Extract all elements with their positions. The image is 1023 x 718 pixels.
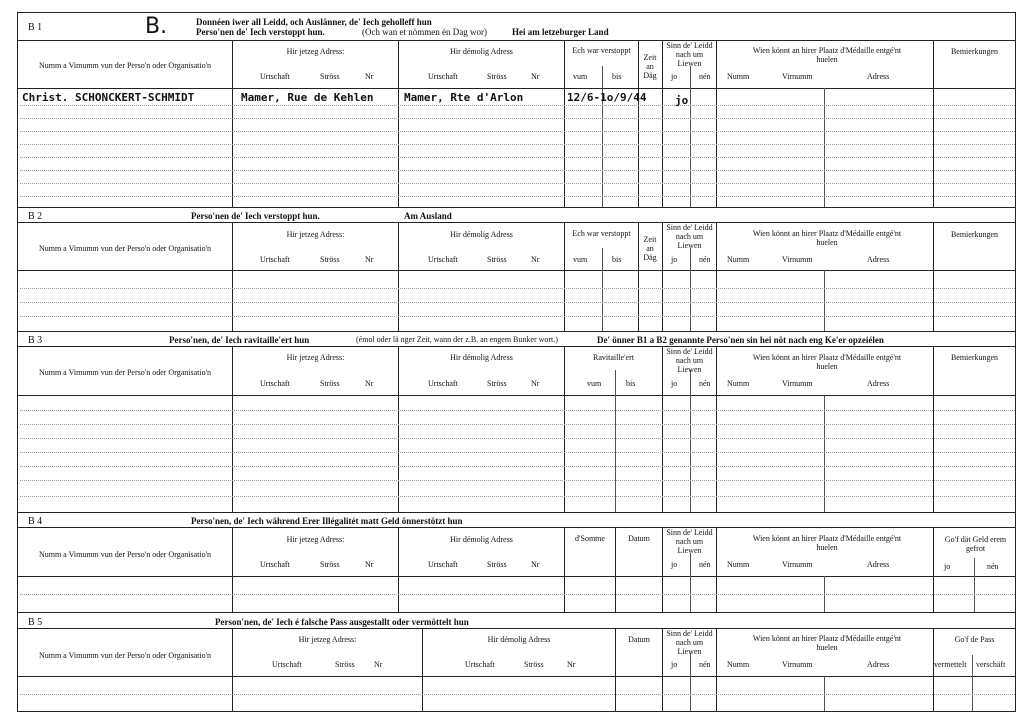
b2-header-current: Hir jetzeg Adress: — [286, 230, 345, 239]
b1-header-name: Numm a Vimumm vun der Perso'n oder Organisatio'n — [38, 61, 212, 70]
b2-header-nr2: Nr — [531, 255, 540, 264]
b2-row-line — [20, 316, 1015, 317]
b3-header-ravitaille: Ravitaille'ert — [593, 353, 634, 362]
b1-row-line — [20, 170, 1015, 171]
b1-header-medal: Wien könnt an hirer Plaatz d'Médaille entgé'nt huelen — [752, 46, 902, 64]
b2-header-bis: bis — [612, 255, 622, 264]
b3-header-vimumm: Virnumm — [782, 379, 813, 388]
b3-header-urtschaft: Urtschaft — [260, 379, 290, 388]
b3-header-jo: jo — [671, 379, 678, 388]
b2-header-nen: nén — [699, 255, 711, 264]
b4-header-urtschaft2: Urtschaft — [428, 560, 458, 569]
b3-row-line — [20, 480, 1015, 481]
b5-header-datum: Datum — [628, 635, 650, 644]
b3-row-line — [20, 410, 1015, 411]
b2-bottom — [17, 331, 1015, 332]
entry-alive: jo — [675, 94, 689, 107]
b1-header-numm: Numm — [727, 72, 750, 81]
b4-vline — [716, 527, 717, 612]
b3-row-line — [20, 452, 1015, 453]
b4-vline-thin — [690, 553, 691, 612]
entry-name: Christ. SCHONCKERT-SCHMIDT — [22, 91, 195, 104]
b1-header-vum: vum — [573, 72, 588, 81]
frame-right — [1015, 12, 1016, 712]
b1-row-line — [20, 144, 1015, 145]
b3-header-top — [17, 346, 1015, 347]
b3-header-stross2: Ströss — [487, 379, 507, 388]
b1-header-hidden: Ech war verstoppt — [572, 46, 631, 55]
b5-header-adress: Adress — [867, 660, 890, 669]
b2-vline — [564, 222, 565, 331]
section-b1-title-line1: Donnéen iwer all Leidd, och Auslänner, de' Iech geholleff hun — [196, 17, 432, 27]
b3-header-adress: Adress — [867, 379, 890, 388]
b2-header-medal: Wien könnt an hirer Plaatz d'Médaille entgé'nt huelen — [752, 229, 902, 247]
b3-header-name: Numm a Vimumm vun der Perso'n oder Organisatio'n — [38, 368, 212, 377]
b1-header-nr2: Nr — [531, 72, 540, 81]
b2-header-numm: Numm — [727, 255, 750, 264]
section-b1-label: B 1 — [28, 22, 43, 33]
section-b1-big-letter: B. — [145, 14, 168, 39]
b4-header-vimumm: Virnumm — [782, 560, 813, 569]
b2-header-vimumm: Virnumm — [782, 255, 813, 264]
b1-header-zeit: Zeit an Däg — [643, 53, 657, 80]
section-b1-title-line2b: (Och wan et nömmen én Dag wor) — [362, 27, 487, 37]
b5-header-former: Hir démolig Adress — [487, 635, 551, 644]
b1-header-bottom — [17, 88, 1015, 89]
section-b4-title: Perso'nen, de' Iech während Erer Illégalitét matt Geld önnerstötzt hun — [191, 516, 463, 526]
b5-header-jo: jo — [671, 660, 678, 669]
b3-vline — [933, 346, 934, 512]
b1-vline — [232, 40, 233, 207]
b4-header-nr2: Nr — [531, 560, 540, 569]
b2-header-zeit: Zeit an Däg — [643, 235, 657, 262]
b5-vline — [716, 628, 717, 711]
b2-vline-thin — [602, 248, 603, 331]
b3-header-bemierkungen: Bemierkungen — [950, 353, 999, 362]
b5-header-nr: Nr — [374, 660, 383, 669]
b4-vline — [933, 527, 934, 612]
b4-header-go-jo: jo — [944, 562, 951, 571]
b1-header-nr: Nr — [365, 72, 374, 81]
b5-header-urtschaft: Urtschaft — [272, 660, 302, 669]
b1-row-line — [20, 118, 1015, 119]
b1-header-sinn: Sinn de' Leidd nach um Liewen — [666, 41, 713, 68]
b3-vline-thin — [824, 395, 825, 512]
b1-row-line — [20, 157, 1015, 158]
b5-header-bottom — [17, 676, 1015, 677]
b5-row-line — [20, 694, 1015, 695]
b3-vline — [716, 346, 717, 512]
b2-header-name: Numm a Vimumm vun der Perso'n oder Organisatio'n — [38, 244, 212, 253]
section-b1-title-line2c: Hei am letzeburger Land — [512, 27, 609, 37]
b1-row-line — [20, 105, 1015, 106]
b2-header-urtschaft2: Urtschaft — [428, 255, 458, 264]
b1-header-vimumm: Virnumm — [782, 72, 813, 81]
b4-header-nen: nén — [699, 560, 711, 569]
frame-top — [17, 12, 1015, 13]
b2-header-bottom — [17, 270, 1015, 271]
b2-vline — [716, 222, 717, 331]
b1-header-jo: jo — [671, 72, 678, 81]
b4-row-line — [20, 594, 1015, 595]
b1-header-stross: Ströss — [320, 72, 340, 81]
b3-header-former: Hir démolig Adress — [450, 353, 513, 362]
frame-left — [17, 12, 18, 712]
section-b2-title-b: Am Ausland — [404, 211, 452, 221]
b1-vline — [933, 40, 934, 207]
b4-header-numm: Numm — [727, 560, 750, 569]
b1-row-line — [20, 131, 1015, 132]
b1-vline-thin — [690, 66, 691, 207]
b4-header-go-nen: nén — [987, 562, 999, 571]
b1-header-urtschaft2: Urtschaft — [428, 72, 458, 81]
b4-header-adress: Adress — [867, 560, 890, 569]
b2-row-line — [20, 288, 1015, 289]
entry-dates: 12/6-1o/9/44 — [567, 91, 647, 104]
b1-vline — [398, 40, 399, 207]
b3-header-sinn: Sinn de' Leidd nach um Liewen — [666, 347, 713, 374]
b4-header-top — [17, 527, 1015, 528]
b3-header-bottom — [17, 395, 1015, 396]
b4-header-urtschaft: Urtschaft — [260, 560, 290, 569]
b4-header-former: Hir démolig Adress — [450, 535, 513, 544]
b2-header-bemierkungen: Bemierkungen — [950, 230, 999, 239]
b3-vline — [398, 346, 399, 512]
b4-header-stross2: Ströss — [487, 560, 507, 569]
b2-header-nr: Nr — [365, 255, 374, 264]
b4-header-go-dat: Go'f dät Geld erem gefrot — [944, 535, 1007, 553]
b4-header-stross: Ströss — [320, 560, 340, 569]
b5-header-nen: nén — [699, 660, 711, 669]
b3-row-line — [20, 466, 1015, 467]
b1-header-bis: bis — [612, 72, 622, 81]
b1-vline — [638, 40, 639, 207]
b4-header-datum: Datum — [628, 534, 650, 543]
b5-header-urtschaft2: Urtschaft — [465, 660, 495, 669]
b3-header-nr: Nr — [365, 379, 374, 388]
b5-header-vermettelt: vermettelt — [934, 660, 967, 669]
b2-header-adress: Adress — [867, 255, 890, 264]
b1-header-top — [17, 40, 1015, 41]
b5-header-medal: Wien könnt an hirer Plaatz d'Médaille entgé'nt huelen — [752, 634, 902, 652]
entry-former-address: Mamer, Rte d'Arlon — [404, 91, 524, 104]
b4-header-nr: Nr — [365, 560, 374, 569]
b5-header-stross: Ströss — [335, 660, 355, 669]
section-b2-label: B 2 — [28, 211, 43, 222]
b1-header-urtschaft: Urtschaft — [260, 72, 290, 81]
b3-header-vum: vum — [587, 379, 602, 388]
b2-header-stross: Ströss — [320, 255, 340, 264]
b3-vline-thin — [615, 370, 616, 512]
b5-header-vimumm: Virnumm — [782, 660, 813, 669]
b3-header-numm: Numm — [727, 379, 750, 388]
b5-header-stross2: Ströss — [524, 660, 544, 669]
b4-header-name: Numm a Vimumm vun der Perso'n oder Organisatio'n — [38, 550, 212, 559]
b2-header-hidden: Ech war verstoppt — [572, 229, 631, 238]
b5-header-top — [17, 628, 1015, 629]
b5-header-name: Numm a Vimumm vun der Perso'n oder Organisatio'n — [38, 651, 212, 660]
b5-header-current: Hir jetzeg Adress: — [298, 635, 357, 644]
b4-header-somme: d'Somme — [575, 534, 605, 543]
b3-row-line — [20, 424, 1015, 425]
section-b3-title-tail: De' önner B1 a B2 genannte Perso'nen sin hei nöt nach eng Ke'er opzeiélen — [597, 335, 884, 345]
b1-row-line — [20, 183, 1015, 184]
b2-header-urtschaft: Urtschaft — [260, 255, 290, 264]
b5-header-nr2: Nr — [567, 660, 576, 669]
b1-header-adress: Adress — [867, 72, 890, 81]
b1-vline — [564, 40, 565, 207]
b1-vline-thin — [602, 66, 603, 207]
b1-header-stross2: Ströss — [487, 72, 507, 81]
b5-vline — [662, 628, 663, 711]
b5-header-go-pass: Go'f de Pass — [954, 635, 995, 644]
b3-row-line — [20, 438, 1015, 439]
b5-header-verschaft: verschäft — [976, 660, 1006, 669]
b4-vline — [662, 527, 663, 612]
b3-vline-thin — [690, 370, 691, 512]
b2-header-vum: vum — [573, 255, 588, 264]
b1-vline — [662, 40, 663, 207]
section-b5-title: Person'nen, de' Iech é falsche Pass ausgestallt oder vermöttelt hun — [215, 617, 469, 627]
b5-header-sinn: Sinn de' Leidd nach um Liewen — [666, 629, 713, 656]
b3-bottom — [17, 512, 1015, 513]
b3-header-stross: Ströss — [320, 379, 340, 388]
b3-row-line — [20, 496, 1015, 497]
b5-vline-thin — [690, 653, 691, 711]
b3-header-medal: Wien könnt an hirer Plaatz d'Médaille entgé'nt huelen — [752, 353, 902, 371]
b2-header-stross2: Ströss — [487, 255, 507, 264]
b1-vline — [716, 40, 717, 207]
b4-header-bottom — [17, 576, 1015, 577]
b1-header-current: Hir jetzeg Adress: — [286, 47, 345, 56]
b3-header-nr2: Nr — [531, 379, 540, 388]
b3-header-urtschaft2: Urtschaft — [428, 379, 458, 388]
section-b1-title-line2a: Perso'nen de' Iech verstoppt hun. — [196, 27, 325, 37]
b4-header-jo: jo — [671, 560, 678, 569]
b2-vline — [638, 222, 639, 331]
b1-header-nen: nén — [699, 72, 711, 81]
b5-header-numm: Numm — [727, 660, 750, 669]
b2-header-top — [17, 222, 1015, 223]
b5-vline-thin — [972, 655, 973, 711]
b2-row-line — [20, 302, 1015, 303]
b4-bottom — [17, 612, 1015, 613]
b3-vline — [662, 346, 663, 512]
b4-header-sinn: Sinn de' Leidd nach um Liewen — [666, 528, 713, 555]
b3-header-nen: nén — [699, 379, 711, 388]
b3-vline — [564, 346, 565, 512]
b2-vline — [662, 222, 663, 331]
b1-header-bemierkungen: Bemierkungen — [950, 47, 999, 56]
b3-header-bis: bis — [626, 379, 636, 388]
section-b5-label: B 5 — [28, 617, 43, 628]
b3-vline — [232, 346, 233, 512]
section-b3-title-note: (émol oder lä nger Zeit, wann der z.B. an engem Bunker wort.) — [356, 335, 558, 344]
b2-header-sinn: Sinn de' Leidd nach um Liewen — [666, 223, 713, 250]
b1-row-line — [20, 196, 1015, 197]
section-b4-label: B 4 — [28, 516, 43, 527]
b2-header-jo: jo — [671, 255, 678, 264]
b1-bottom — [17, 207, 1015, 208]
b4-vline-thin — [974, 558, 975, 612]
b1-header-former: Hir démolig Adress — [450, 47, 513, 56]
section-b3-title: Perso'nen, de' Iech ravitaille'ert hun — [169, 335, 310, 345]
frame-bottom — [17, 711, 1015, 712]
b4-header-current: Hir jetzeg Adress: — [286, 535, 345, 544]
b4-header-medal: Wien könnt an hirer Plaatz d'Médaille entgé'nt huelen — [752, 534, 902, 552]
b2-vline-thin — [690, 248, 691, 331]
entry-current-address: Mamer, Rue de Kehlen — [241, 91, 374, 104]
b3-header-current: Hir jetzeg Adress: — [286, 353, 345, 362]
section-b2-title: Perso'nen de' Iech verstoppt hun. — [191, 211, 320, 221]
b2-vline-thin — [824, 270, 825, 331]
b2-header-former: Hir démolig Adress — [450, 230, 513, 239]
section-b3-label: B 3 — [28, 335, 43, 346]
